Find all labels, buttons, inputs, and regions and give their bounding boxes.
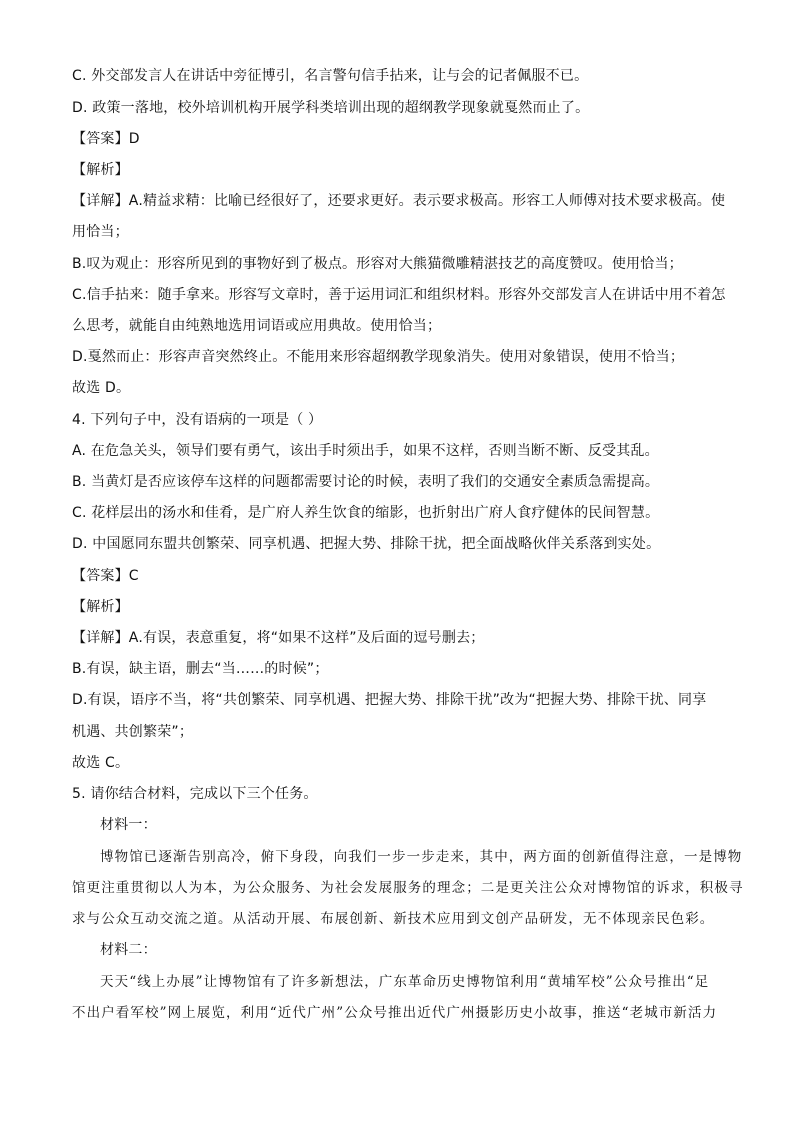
question-5-stem: 5. 请你结合材料，完成以下三个任务。 [72, 786, 318, 802]
question-4-option-c: C. 花样层出的汤水和佳肴，是广府人养生饮食的缩影，也折射出广府人食疗健体的民间智慧。 [72, 505, 660, 521]
explanation-line: 么思考，就能自由纯熟地选用词语或应用典故。使用恰当； [72, 318, 442, 334]
material-1-text: 博物馆已逐渐告别高冷，俯下身段，向我们一步一步走来，其中，两方面的创新值得注意，一是博物 [100, 849, 743, 865]
conclusion-line: 故选 D。 [72, 380, 131, 396]
question-4-option-b: B. 当黄灯是否应该停车这样的问题都需要讨论的时候，表明了我们的交通安全素质急需提高。 [72, 474, 660, 490]
option-d-line: D. 政策一落地，校外培训机构开展学科类培训出现的超纲教学现象就戛然而止了。 [72, 100, 590, 116]
explanation-line: B.有误，缺主语，删去“当……的时候”； [72, 661, 329, 677]
explanation-line: 【详解】A.精益求精：比喻已经很好了，还要求更好。表示要求极高。形容工人师傅对技术要求极高。使 [72, 193, 726, 209]
option-c-line: C. 外交部发言人在讲话中旁征博引，名言警句信手拈来，让与会的记者佩服不已。 [72, 68, 589, 84]
explanation-line: D.有误，语序不当，将“共创繁荣、同享机遇、把握大势、排除干扰”改为“把握大势、排除干扰、同享 [72, 692, 707, 708]
material-2-text: 不出户看军校”网上展览，利用“近代广州”公众号推出近代广州摄影历史小故事，推送“老城市新活力 [72, 1005, 718, 1021]
material-1-text: 馆更注重贯彻以人为本，为公众服务、为社会发展服务的理念；二是更关注公众对博物馆的诉求，积极寻 [72, 880, 744, 896]
material-1-text: 求与公众互动交流之道。从活动开展、布展创新、新技术应用到文创产品研发，无不体现亲民色彩。 [72, 911, 715, 927]
analysis-label: 【解析】 [72, 162, 129, 178]
answer-label: 【答案】C [72, 568, 139, 584]
material-2-text: 天天“线上办展”让博物馆有了许多新想法，广东革命历史博物馆利用“黄埔军校”公众号推出“足 [100, 974, 710, 990]
material-1-title: 材料一： [100, 817, 157, 833]
explanation-line: 【详解】A.有误，表意重复，将“如果不这样”及后面的逗号删去； [72, 630, 485, 646]
explanation-line: 机遇、共创繁荣”； [72, 724, 194, 740]
answer-label: 【答案】D [72, 131, 140, 147]
analysis-label: 【解析】 [72, 599, 129, 615]
explanation-line: B.叹为观止：形容所见到的事物好到了极点。形容对大熊猫微雕精湛技艺的高度赞叹。使用恰当； [72, 256, 683, 272]
question-4-option-d: D. 中国愿同东盟共创繁荣、同享机遇、把握大势、排除干扰，把全面战略伙伴关系落到实处。 [72, 536, 661, 552]
material-2-title: 材料二： [100, 942, 157, 958]
explanation-line: C.信手拈来：随手拿来。形容写文章时，善于运用词汇和组织材料。形容外交部发言人在讲话中用不着怎 [72, 287, 726, 303]
explanation-line: D.戛然而止：形容声音突然终止。不能用来形容超纲教学现象消失。使用对象错误，使用不恰当； [72, 349, 685, 365]
conclusion-line: 故选 C。 [72, 755, 130, 771]
explanation-line: 用恰当； [72, 224, 129, 240]
question-4-stem: 4. 下列句子中，没有语病的一项是（ ） [72, 412, 323, 428]
question-4-option-a: A. 在危急关头，领导们要有勇气，该出手时须出手，如果不这样，否则当断不断、反受其乱。 [72, 443, 659, 459]
